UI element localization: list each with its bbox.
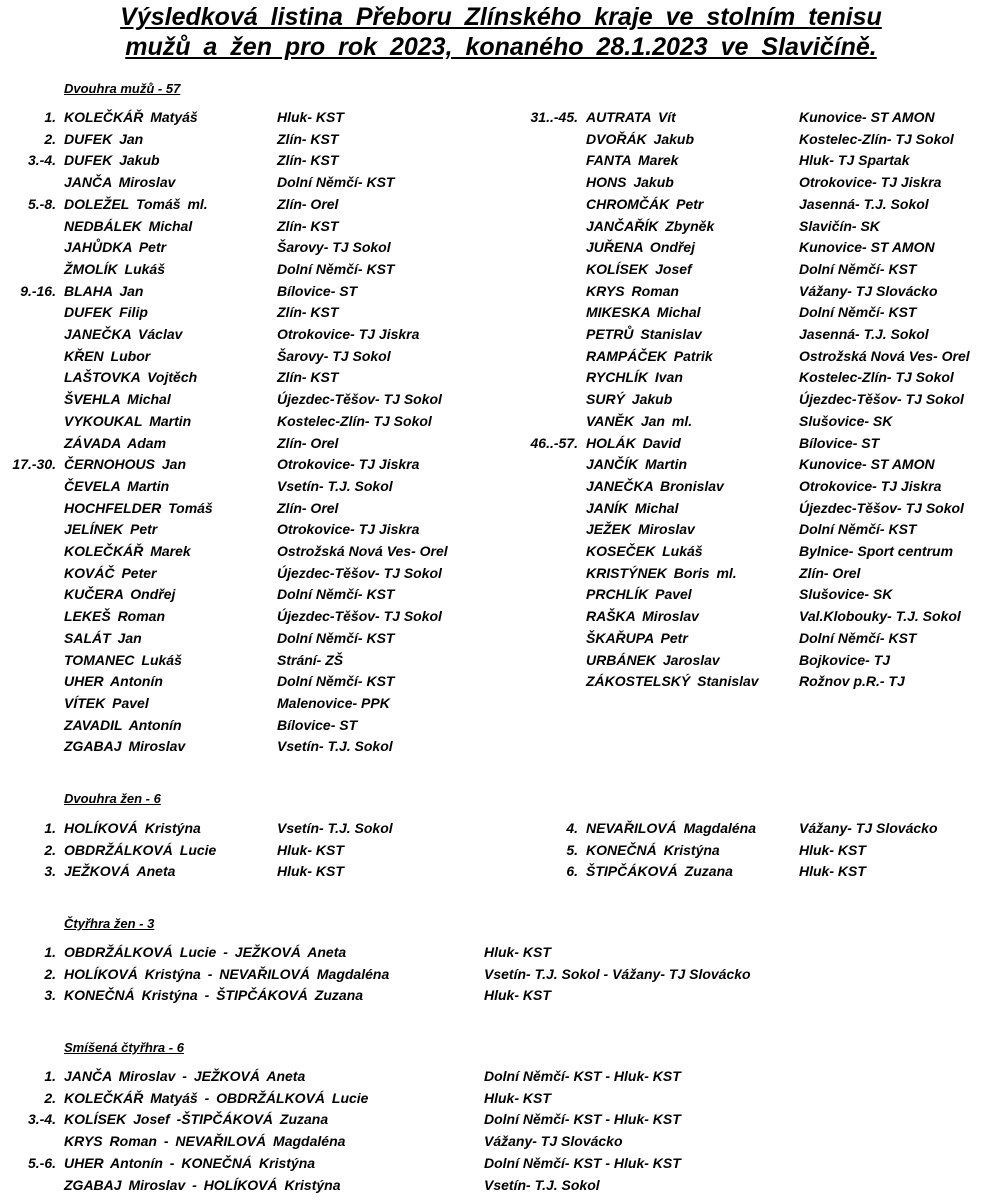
player-name: OBDRŽÁLKOVÁ Lucie - JEŽKOVÁ Aneta (64, 944, 347, 960)
result-row (0, 650, 1002, 671)
club-name: Rožnov p.R.- TJ (799, 673, 905, 690)
club-name: Hluk- KST (799, 863, 866, 880)
result-row (0, 433, 1002, 454)
player-name: MIKESKA Michal (586, 304, 701, 321)
club-name: Dolní Němčí- KST (799, 260, 917, 277)
player-name: KRYS Roman - NEVAŘILOVÁ Magdaléna (64, 1133, 346, 1150)
club-name: Zlín- KST (277, 217, 339, 234)
club-name: Bílovice- ST (277, 282, 358, 299)
player-name: JEŽKOVÁ Aneta (64, 863, 176, 880)
club-name: Otrokovice- TJ Jiskra (277, 326, 420, 342)
player-name: VANĚK Jan ml. (586, 412, 693, 429)
player-name: FANTA Marek (586, 152, 679, 169)
player-name: JANČAŘÍK Zbyněk (586, 217, 715, 234)
player-name: HONS Jakub (586, 174, 674, 191)
club-name: Zlín- KST (277, 130, 339, 147)
club-name: Kostelec-Zlín- TJ Sokol (799, 130, 954, 147)
player-name: RYCHLÍK Ivan (586, 369, 683, 386)
result-rank: 1. (44, 820, 56, 836)
result-row (0, 237, 1002, 258)
result-rank: 46..-57. (530, 434, 578, 451)
player-name: ŽMOLÍK Lukáš (64, 260, 166, 277)
player-name: BLAHA Jan (64, 282, 144, 299)
result-row (0, 606, 1002, 627)
club-name: Slavičín- SK (799, 217, 880, 234)
result-row (0, 1066, 1002, 1087)
club-name: Dolní Němčí- KST - Hluk- KST (484, 1068, 681, 1084)
player-name: JANEČKA Bronislav (586, 477, 724, 494)
player-name: LAŠTOVKA Vojtěch (64, 369, 198, 386)
club-name: Újezdec-Těšov- TJ Sokol (277, 608, 442, 625)
result-row (0, 107, 1002, 128)
player-name: ČERNOHOUS Jan (64, 456, 187, 473)
club-name: Hluk- TJ Spartak (799, 152, 910, 169)
club-name: Šarovy- TJ Sokol (277, 239, 391, 256)
result-row (0, 476, 1002, 497)
player-name: DVOŘÁK Jakub (586, 130, 695, 147)
player-name: KOLEČKÁŘ Matyáš (64, 109, 198, 125)
club-name: Újezdec-Těšov- TJ Sokol (799, 499, 964, 516)
player-name: JANČA Miroslav (64, 174, 176, 191)
player-name: VYKOUKAL Martin (64, 412, 192, 429)
club-name: Ostrožská Nová Ves- Orel (277, 543, 448, 559)
result-row (0, 715, 1002, 736)
result-row (0, 671, 1002, 692)
player-name: HOCHFELDER Tomáš (64, 499, 213, 516)
club-name: Hluk- KST (484, 944, 551, 960)
result-row (0, 194, 1002, 215)
player-name: KONEČNÁ Kristýna (586, 841, 720, 858)
player-name: KOVÁČ Peter (64, 564, 157, 581)
result-row (0, 498, 1002, 519)
club-name: Bojkovice- TJ (799, 651, 891, 668)
club-name: Val.Klobouky- T.J. Sokol (799, 608, 961, 625)
player-name: KOLÍSEK Josef -ŠTIPČÁKOVÁ Zuzana (64, 1111, 329, 1128)
result-row (0, 519, 1002, 540)
club-name: Dolní Němčí- KST (277, 629, 395, 646)
club-name: Dolní Němčí- KST (277, 174, 395, 191)
title-line-1: Výsledková listina Přeboru Zlínského kraje ve stolním tenisu (120, 3, 882, 31)
player-name: URBÁNEK Jaroslav (586, 651, 720, 668)
club-name: Dolní Němčí- KST (799, 629, 917, 646)
club-name: Jasenná- T.J. Sokol (799, 195, 929, 212)
club-name: Vsetín- T.J. Sokol (277, 477, 393, 494)
mens-singles-heading: Dvouhra mužů - 57 (64, 81, 181, 96)
player-name: TOMANEC Lukáš (64, 651, 182, 668)
club-name: Hluk- KST (799, 841, 866, 858)
club-name: Vážany- TJ Slovácko (484, 1133, 623, 1150)
result-row (0, 1131, 1002, 1152)
result-row (0, 302, 1002, 323)
result-row (0, 964, 1002, 985)
player-name: KOLÍSEK Josef (586, 260, 692, 277)
player-name: RAŠKA Miroslav (586, 608, 699, 625)
club-name: Kunovice- ST AMON (799, 239, 935, 256)
club-name: Vsetín- T.J. Sokol (277, 820, 393, 836)
club-name: Otrokovice- TJ Jiskra (277, 521, 420, 538)
player-name: KRYS Roman (586, 282, 679, 299)
club-name: Újezdec-Těšov- TJ Sokol (799, 391, 964, 408)
result-row (0, 1175, 1002, 1196)
player-name: CHROMČÁK Petr (586, 195, 704, 212)
result-row (0, 324, 1002, 345)
result-rank: 5. (566, 841, 578, 858)
club-name: Otrokovice- TJ Jiskra (799, 174, 942, 191)
club-name: Zlín- Orel (277, 499, 339, 516)
result-rank: 5.-6. (27, 1154, 56, 1171)
club-name: Zlín- KST (277, 304, 339, 321)
result-row (0, 861, 1002, 882)
player-name: DUFEK Jakub (64, 152, 160, 169)
club-name: Strání- ZŠ (277, 651, 344, 668)
player-name: JAHŮDKA Petr (64, 239, 167, 256)
club-name: Zlín- Orel (277, 195, 339, 212)
club-name: Ostrožská Nová Ves- Orel (799, 347, 970, 364)
club-name: Vsetín- T.J. Sokol - Vážany- TJ Slovácko (484, 965, 751, 982)
player-name: HOLÍKOVÁ Kristýna - NEVAŘILOVÁ Magdaléna (64, 965, 390, 982)
player-name: JANÍK Michal (586, 499, 679, 516)
player-name: DUFEK Filip (64, 304, 148, 321)
result-row (0, 454, 1002, 475)
result-rank: 2. (44, 1089, 56, 1106)
player-name: ZGABAJ Miroslav - HOLÍKOVÁ Kristýna (64, 1176, 341, 1193)
player-name: ZGABAJ Miroslav (64, 738, 186, 755)
result-row (0, 1109, 1002, 1130)
player-name: VÍTEK Pavel (64, 694, 149, 711)
result-row (0, 346, 1002, 367)
club-name: Bílovice- ST (277, 716, 358, 733)
club-name: Kunovice- ST AMON (799, 109, 935, 125)
womens-singles-heading: Dvouhra žen - 6 (64, 791, 161, 806)
club-name: Vsetín- T.J. Sokol (484, 1176, 600, 1193)
player-name: JUŘENA Ondřej (586, 239, 696, 256)
player-name: ZÁKOSTELSKÝ Stanislav (586, 673, 759, 690)
club-name: Dolní Němčí- KST - Hluk- KST (484, 1154, 681, 1171)
player-name: DOLEŽEL Tomáš ml. (64, 195, 208, 212)
result-rank: 2. (44, 965, 56, 982)
club-name: Otrokovice- TJ Jiskra (799, 477, 942, 494)
club-name: Dolní Němčí- KST (277, 673, 395, 690)
club-name: Malenovice- PPK (277, 694, 390, 711)
result-rank: 3. (44, 863, 56, 880)
club-name: Bylnice- Sport centrum (799, 543, 954, 559)
club-name: Újezdec-Těšov- TJ Sokol (277, 564, 442, 581)
club-name: Otrokovice- TJ Jiskra (277, 456, 420, 473)
player-name: HOLÍKOVÁ Kristýna (64, 820, 201, 836)
club-name: Dolní Němčí- KST (799, 304, 917, 321)
club-name: Hluk- KST (277, 109, 344, 125)
result-rank: 5.-8. (27, 195, 56, 212)
result-row (0, 628, 1002, 649)
club-name: Kunovice- ST AMON (799, 456, 935, 473)
result-rank: 1. (44, 944, 56, 960)
result-rank: 1. (44, 1068, 56, 1084)
player-name: LEKEŠ Roman (64, 608, 166, 625)
player-name: SALÁT Jan (64, 629, 142, 646)
player-name: KOSEČEK Lukáš (586, 543, 703, 559)
result-row (0, 1153, 1002, 1174)
result-rank: 3.-4. (27, 1111, 56, 1128)
result-row (0, 129, 1002, 150)
club-name: Hluk- KST (277, 863, 344, 880)
result-row (0, 1088, 1002, 1109)
result-row (0, 818, 1002, 839)
club-name: Slušovice- SK (799, 412, 893, 429)
player-name: JANČA Miroslav - JEŽKOVÁ Aneta (64, 1068, 306, 1084)
result-row (0, 693, 1002, 714)
result-rank: 3. (44, 987, 56, 1004)
player-name: UHER Antonín - KONEČNÁ Kristýna (64, 1154, 316, 1171)
result-row (0, 736, 1002, 757)
result-row (0, 942, 1002, 963)
title-line-2: mužů a žen pro rok 2023, konaného 28.1.2023 ve Slavičíně. (125, 33, 877, 61)
player-name: DUFEK Jan (64, 130, 144, 147)
club-name: Hluk- KST (484, 987, 551, 1004)
player-name: KONEČNÁ Kristýna - ŠTIPČÁKOVÁ Zuzana (64, 987, 364, 1004)
result-row (0, 172, 1002, 193)
player-name: KŘEN Lubor (64, 347, 151, 364)
result-rank: 3.-4. (27, 152, 56, 169)
club-name: Dolní Němčí- KST - Hluk- KST (484, 1111, 681, 1128)
result-rank: 31..-45. (530, 109, 578, 125)
club-name: Zlín- KST (277, 152, 339, 169)
result-row (0, 541, 1002, 562)
club-name: Kostelec-Zlín- TJ Sokol (799, 369, 954, 386)
result-row (0, 150, 1002, 171)
result-row (0, 411, 1002, 432)
club-name: Zlín- KST (277, 369, 339, 386)
result-row (0, 584, 1002, 605)
player-name: JEŽEK Miroslav (586, 521, 695, 538)
player-name: AUTRATA Vít (586, 109, 676, 125)
club-name: Dolní Němčí- KST (799, 521, 917, 538)
player-name: JANČÍK Martin (586, 456, 688, 473)
player-name: RAMPÁČEK Patrik (586, 347, 713, 364)
player-name: JELÍNEK Petr (64, 521, 158, 538)
club-name: Bílovice- ST (799, 434, 880, 451)
player-name: KOLEČKÁŘ Matyáš - OBDRŽÁLKOVÁ Lucie (64, 1089, 369, 1106)
result-rank: 17.-30. (12, 456, 56, 473)
player-name: OBDRŽÁLKOVÁ Lucie (64, 841, 217, 858)
player-name: NEDBÁLEK Michal (64, 217, 193, 234)
result-rank: 2. (44, 130, 56, 147)
club-name: Hluk- KST (277, 841, 344, 858)
player-name: NEVAŘILOVÁ Magdaléna (586, 820, 756, 836)
club-name: Slušovice- SK (799, 586, 893, 603)
result-rank: 9.-16. (20, 282, 56, 299)
club-name: Dolní Němčí- KST (277, 260, 395, 277)
player-name: KRISTÝNEK Boris ml. (586, 564, 737, 581)
club-name: Jasenná- T.J. Sokol (799, 326, 929, 342)
club-name: Hluk- KST (484, 1089, 551, 1106)
result-row (0, 281, 1002, 302)
result-rank: 6. (566, 863, 578, 880)
club-name: Dolní Němčí- KST (277, 586, 395, 603)
player-name: ŠVEHLA Michal (64, 391, 171, 408)
club-name: Kostelec-Zlín- TJ Sokol (277, 412, 432, 429)
club-name: Újezdec-Těšov- TJ Sokol (277, 391, 442, 408)
club-name: Vážany- TJ Slovácko (799, 820, 938, 836)
mixed-doubles-heading: Smíšená čtyřhra - 6 (64, 1040, 184, 1055)
player-name: KOLEČKÁŘ Marek (64, 543, 191, 559)
result-row (0, 389, 1002, 410)
player-name: HOLÁK David (586, 434, 681, 451)
player-name: ZÁVADA Adam (64, 434, 167, 451)
player-name: PRCHLÍK Pavel (586, 586, 692, 603)
club-name: Zlín- Orel (277, 434, 339, 451)
player-name: SURÝ Jakub (586, 391, 673, 408)
club-name: Vsetín- T.J. Sokol (277, 738, 393, 755)
result-row (0, 259, 1002, 280)
player-name: ŠKAŘUPA Petr (586, 629, 688, 646)
result-row (0, 563, 1002, 584)
result-row (0, 367, 1002, 388)
player-name: ŠTIPČÁKOVÁ Zuzana (586, 863, 733, 880)
player-name: KUČERA Ondřej (64, 586, 176, 603)
club-name: Vážany- TJ Slovácko (799, 282, 938, 299)
player-name: UHER Antonín (64, 673, 163, 690)
club-name: Zlín- Orel (799, 564, 861, 581)
player-name: ČEVELA Martin (64, 477, 170, 494)
player-name: ZAVADIL Antonín (64, 716, 182, 733)
result-rank: 4. (566, 820, 578, 836)
result-row (0, 216, 1002, 237)
player-name: PETRŮ Stanislav (586, 326, 702, 342)
result-rank: 1. (44, 109, 56, 125)
womens-doubles-heading: Čtyřhra žen - 3 (64, 916, 155, 931)
result-rank: 2. (44, 841, 56, 858)
player-name: JANEČKA Václav (64, 326, 183, 342)
result-row (0, 840, 1002, 861)
club-name: Šarovy- TJ Sokol (277, 347, 391, 364)
result-row (0, 985, 1002, 1006)
